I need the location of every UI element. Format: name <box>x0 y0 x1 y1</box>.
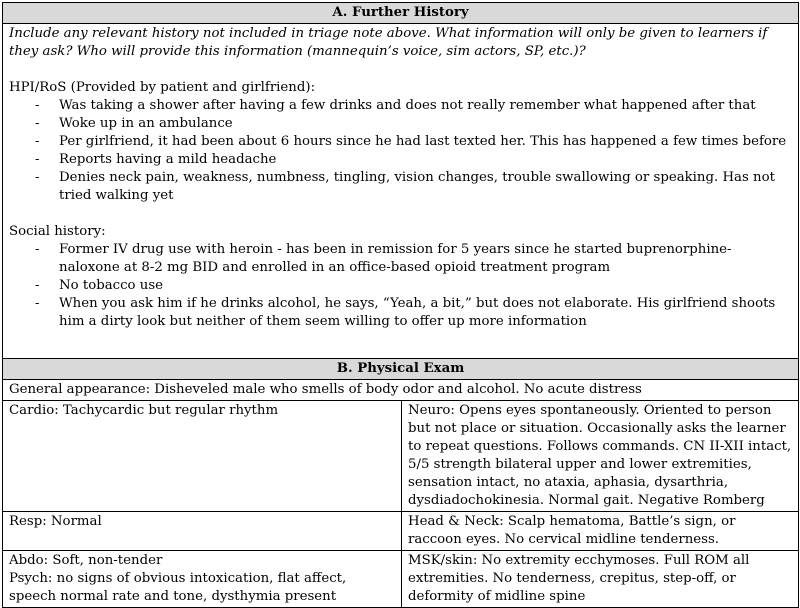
msk-skin-exam: MSK/skin: No extremity ecchymoses. Full ROM all extremities. No tenderness, crepitus, step-off, or deformity of midline spine <box>402 551 799 608</box>
history-instructions: Include any relevant history not included in triage note above. What information will only be given to learners if they ask? Who will provide this information (mannequin’s voice, sim actors, SP, etc.)? <box>9 26 768 59</box>
abdo-psych-cell <box>3 551 402 608</box>
case-table <box>2 2 799 608</box>
physical-exam-header-row <box>3 359 799 380</box>
further-history-header: A. Further History <box>3 3 799 24</box>
neuro-exam: Neuro: Opens eyes spontaneously. Oriented to person but not place or situation. Occasionally asks the learner to repeat questions. Follows commands. CN II-XII intact, 5/5 strength bilateral upper and lower extremities, sensation intact, no ataxia, aphasia, dysarthria, dysdiadochokinesia. Normal gait. Negative Romberg <box>402 401 799 512</box>
cardio-exam: Cardio: Tachycardic but regular rhythm <box>3 401 402 512</box>
social-history-label: Social history: <box>9 224 106 239</box>
further-history-row <box>3 24 799 359</box>
physical-exam-header: B. Physical Exam <box>3 359 799 380</box>
hpi-list <box>9 97 792 205</box>
general-appearance-row <box>3 380 799 401</box>
cardio-neuro-row <box>3 401 799 512</box>
list-item: - When you ask him if he drinks alcohol, he says, “Yeah, a bit,” but does not elaborate. His girlfriend shoots him a dirty look but neither of them seem willing to offer up more information <box>35 295 792 331</box>
list-item: - No tobacco use <box>35 277 792 295</box>
social-history-list <box>9 241 792 331</box>
general-appearance: General appearance: Disheveled male who smells of body odor and alcohol. No acute distress <box>3 380 799 401</box>
further-history-header-row <box>3 3 799 24</box>
further-history-cell <box>3 24 799 359</box>
list-item: - Per girlfriend, it had been about 6 hours since he had last texted her. This has happened a few times before <box>35 133 792 151</box>
list-item: - Woke up in an ambulance <box>35 115 792 133</box>
abdo-psych-msk-row <box>3 551 799 608</box>
head-neck-exam: Head & Neck: Scalp hematoma, Battle’s sign, or raccoon eyes. No cervical midline tenderness. <box>402 512 799 551</box>
psych-exam: Psych: no signs of obvious intoxication, flat affect, speech normal rate and tone, dysthymia present <box>9 571 347 604</box>
hpi-label: HPI/RoS (Provided by patient and girlfriend): <box>9 80 316 95</box>
resp-exam: Resp: Normal <box>3 512 402 551</box>
resp-head-neck-row <box>3 512 799 551</box>
list-item: - Denies neck pain, weakness, numbness, tingling, vision changes, trouble swallowing or speaking. Has not tried walking yet <box>35 169 792 205</box>
abdo-exam: Abdo: Soft, non-tender <box>9 553 163 568</box>
list-item: - Former IV drug use with heroin - has been in remission for 5 years since he started buprenorphine-naloxone at 8-2 mg BID and enrolled in an office-based opioid treatment program <box>35 241 792 277</box>
list-item: - Was taking a shower after having a few drinks and does not really remember what happened after that <box>35 97 792 115</box>
list-item: - Reports having a mild headache <box>35 151 792 169</box>
